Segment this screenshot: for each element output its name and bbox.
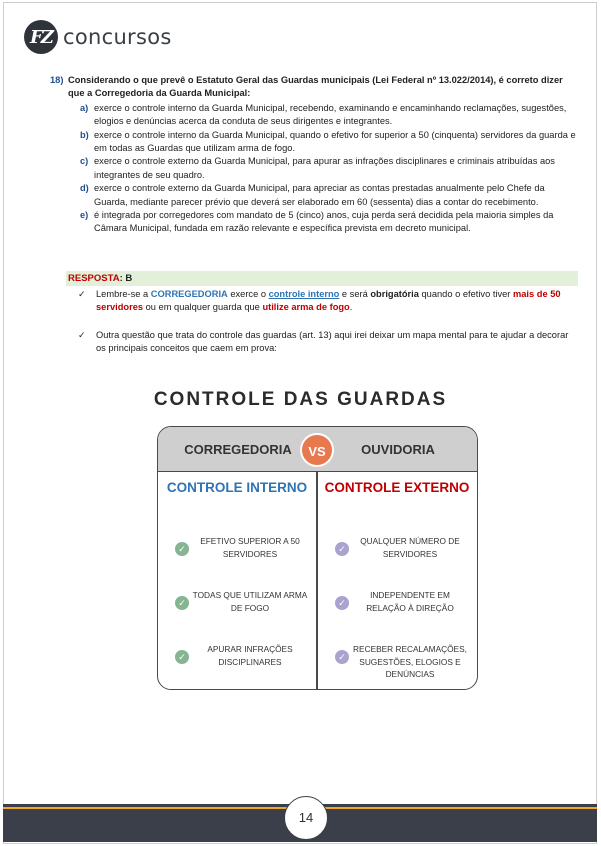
item-text: EFETIVO SUPERIOR A 50 SERVIDORES — [200, 536, 300, 559]
checkmark-icon: ✓ — [78, 289, 86, 299]
right-item — [318, 589, 476, 629]
left-item — [158, 535, 316, 575]
question-stem: Considerando o que prevê o Estatuto Geral das Guardas municipais (Lei Federal nº 13.022/2014), é correto dizer que a Corregedoria da Guarda Municipal: — [68, 75, 563, 99]
option-text: exerce o controle interno da Guarda Municipal, quando o efetivo for superior a 50 (cinquenta) servidores da guarda e em todas as Guardas que utilizam arma de fogo. — [94, 129, 576, 154]
option-e — [80, 209, 580, 236]
right-item — [318, 535, 476, 575]
answer-label: RESPOSTA — [68, 273, 120, 284]
item-text: APURAR INFRAÇÕES DISCIPLINARES — [207, 644, 293, 667]
option-letter: e) — [80, 210, 89, 221]
mindmap-title: CONTROLE DAS GUARDAS — [153, 389, 448, 410]
item-text: RECEBER RECALAMAÇÕES, SUGESTÕES, ELOGIOS E DENÚNCIAS — [353, 644, 467, 679]
option-d — [80, 182, 580, 209]
bullet-item — [78, 329, 578, 356]
right-item — [318, 643, 476, 683]
check-circle-icon: ✓ — [175, 542, 189, 556]
logo-text: concursos — [63, 25, 172, 49]
check-circle-icon: ✓ — [175, 650, 189, 664]
question-block — [50, 74, 580, 236]
option-a — [80, 102, 580, 129]
option-text: exerce o controle externo da Guarda Municipal, para apreciar as contas prestadas anualmente pelo Chefe da Guarda, mediante parecer prévio que deverá ser elaborado em 60 (sessenta) dias a contar do recebimento. — [94, 183, 545, 207]
option-letter: b) — [80, 129, 89, 140]
controle-externo-title: CONTROLE EXTERNO — [324, 480, 470, 495]
option-c — [80, 155, 580, 182]
option-letter: d) — [80, 183, 89, 194]
item-text: QUALQUER NÚMERO DE SERVIDORES — [360, 536, 460, 559]
check-circle-icon: ✓ — [175, 596, 189, 610]
explanation-bullets — [78, 288, 578, 370]
bullet-item — [78, 288, 578, 315]
left-column — [158, 475, 316, 667]
option-letter: a) — [80, 102, 89, 113]
options-list — [80, 102, 580, 236]
checkmark-icon: ✓ — [78, 329, 86, 340]
answer-bar — [66, 271, 578, 286]
left-item — [158, 589, 316, 629]
corregedoria-header: CORREGEDORIA — [184, 442, 292, 457]
option-text: exerce o controle externo da Guarda Municipal, para apurar as infrações disciplinares e criminais atribuídas aos integrantes de seu quadro. — [94, 156, 555, 180]
check-circle-icon: ✓ — [335, 596, 349, 610]
check-circle-icon: ✓ — [335, 542, 349, 556]
check-circle-icon: ✓ — [335, 650, 349, 664]
option-letter: c) — [80, 156, 89, 167]
answer-value: : B — [119, 273, 133, 284]
logo — [24, 20, 172, 54]
option-text: é integrada por corregedores com mandato de 5 (cinco) anos, cuja perda será decidida pela maioria simples da Câmara Municipal, fundada em razão relevante e específica prevista em decreto municipal. — [94, 210, 554, 234]
ouvidoria-header: OUVIDORIA — [361, 442, 435, 457]
page-number: 14 — [284, 796, 328, 840]
left-item — [158, 643, 316, 683]
item-text: INDEPENDENTE EM RELAÇÃO À DIREÇÃO — [366, 590, 454, 613]
question-number: 18) — [50, 75, 64, 85]
bullet-text: Lembre-se a CORREGEDORIA exerce o controle interno e será obrigatória quando o efetivo tiver mais de 50 servidores ou em qualquer guarda que utilize arma de fogo. — [96, 289, 561, 313]
controle-interno-title: CONTROLE INTERNO — [166, 480, 308, 495]
item-text: TODAS QUE UTILIZAM ARMA DE FOGO — [192, 590, 308, 613]
option-text: exerce o controle interno da Guarda Municipal, recebendo, examinando e encaminhando reclamações, sugestões, elogios e denúncias acerca da conduta de seus dirigentes e integrantes. — [94, 102, 567, 127]
right-column — [318, 475, 476, 679]
vs-badge: VS — [300, 433, 334, 467]
option-b — [80, 129, 580, 156]
logo-mark: FZ — [24, 20, 58, 54]
bullet-text: Outra questão que trata do controle das guardas (art. 13) aqui irei deixar um mapa mental para te ajudar a decorar os principais conceitos que caem em prova: — [96, 329, 569, 354]
